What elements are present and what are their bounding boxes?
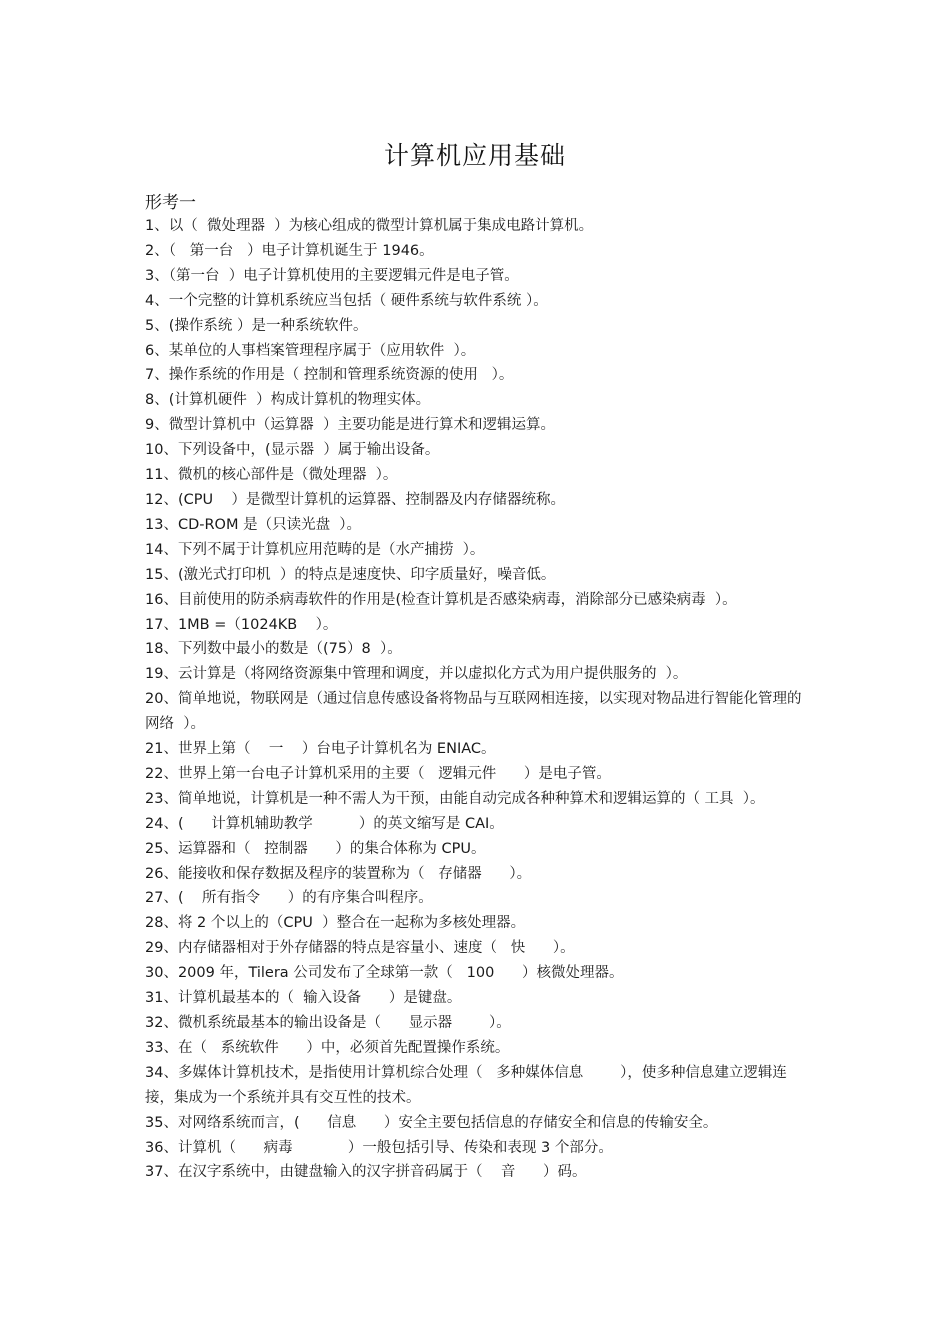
list-item: 9、微型计算机中（运算器 ）主要功能是进行算术和逻辑运算。 [145,417,555,434]
list-item: 22、世界上第一台电子计算机采用的主要（ 逻辑元件 ）是电子管。 [145,765,611,782]
list-item: 32、微机系统最基本的输出设备是（ 显示器 ）。 [145,1015,511,1031]
list-item: 34、多媒体计算机技术，是指使用计算机综合处理（ 多种媒体信息 ），使多种信息建立逻辑连接，集成为一个系统并具有交互性的技术。 [145,1064,787,1106]
list-item: 27、( 所有指令 ）的有序集合叫程序。 [145,890,433,907]
list-item: 20、简单地说，物联网是（通过信息传感设备将物品与互联网相连接，以实现对物品进行智能化管理的网络 ）。 [145,691,802,733]
section-heading: 形考一 [145,193,196,213]
page-title: 计算机应用基础 [383,141,566,170]
list-item: 36、计算机（ 病毒 ）一般包括引导、传染和表现 3 个部分。 [145,1139,613,1156]
list-item: 10、下列设备中，(显示器 ）属于输出设备。 [145,442,440,459]
list-item: 7、操作系统的作用是（ 控制和管理系统资源的使用 ）。 [145,367,514,384]
list-item: 37、在汉字系统中，由键盘输入的汉字拼音码属于（ 音 ）码。 [145,1164,587,1181]
list-item: 2、（ 第一台 ）电子计算机诞生于 1946。 [145,242,434,259]
list-item: 31、计算机最基本的（ 输入设备 ）是键盘。 [145,990,462,1007]
list-item: 8、(计算机硬件 ）构成计算机的物理实体。 [145,392,431,409]
list-item: 15、(激光式打印机 ）的特点是速度快、印字质量好，噪音低。 [145,566,556,583]
list-item: 14、下列不属于计算机应用范畴的是（水产捕捞 ）。 [145,541,485,558]
list-item: 4、一个完整的计算机系统应当包括（ 硬件系统与软件系统 ）。 [145,292,548,309]
list-item: 23、简单地说，计算机是一种不需人为干预，由能自动完成各种种算术和逻辑运算的（ 工具 ）。 [145,790,765,807]
list-item: 29、内存储器相对于外存储器的特点是容量小、速度（ 快 ）。 [145,940,575,957]
list-item: 18、下列数中最小的数是（(75）8 ）。 [145,641,402,658]
list-item: 3、（第一台 ）电子计算机使用的主要逻辑元件是电子管。 [145,267,519,284]
list-item: 30、2009 年，Tilera 公司发布了全球第一款（ 100 ）核微处理器。 [145,965,624,982]
list-item: 35、对网络系统而言，( 信息 ）安全主要包括信息的存储安全和信息的传输安全。 [145,1114,718,1131]
list-item: 24、( 计算机辅助教学 ）的英文缩写是 CAI。 [145,815,504,832]
question-list [145,214,810,1185]
list-item: 11、微机的核心部件是（微处理器 ）。 [145,467,398,484]
list-item: 21、世界上第（ 一 ）台电子计算机名为 ENIAC。 [145,741,496,758]
list-item: 13、CD-ROM 是（只读光盘 ）。 [145,516,362,533]
list-item: 33、在（ 系统软件 ）中，必须首先配置操作系统。 [145,1039,510,1056]
list-item: 1、以（ 微处理器 ）为核心组成的微型计算机属于集成电路计算机。 [145,218,594,234]
list-item: 6、某单位的人事档案管理程序属于（应用软件 ）。 [145,342,476,359]
list-item: 17、1MB =（1024KB ）。 [145,616,338,633]
list-item: 26、能接收和保存数据及程序的装置称为（ 存储器 ）。 [145,865,532,882]
list-item: 5、(操作系统 ）是一种系统软件。 [145,317,368,334]
list-item: 25、运算器和（ 控制器 ）的集合体称为 CPU。 [145,840,486,857]
list-item: 12、(CPU ）是微型计算机的运算器、控制器及内存储器统称。 [145,491,566,508]
list-item: 28、将 2 个以上的（CPU ）整合在一起称为多核处理器。 [145,915,526,932]
list-item: 16、目前使用的防杀病毒软件的作用是(检查计算机是否感染病毒，消除部分已感染病毒 ）。 [145,591,737,608]
list-item: 19、云计算是（将网络资源集中管理和调度，并以虚拟化方式为用户提供服务的 ）。 [145,666,688,683]
